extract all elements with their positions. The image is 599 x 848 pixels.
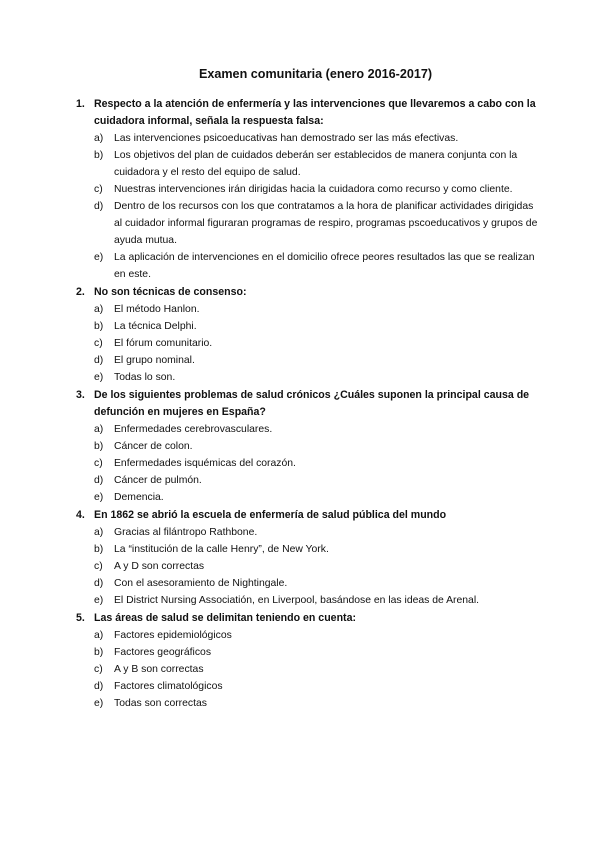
option-letter: c): [94, 338, 103, 349]
option-list: [94, 627, 539, 712]
option-letter: d): [94, 355, 104, 366]
option-text: Factores climatológicos: [114, 681, 223, 692]
question-5: [70, 610, 539, 712]
option-text: El método Hanlon.: [114, 304, 200, 315]
answer-option-4-5: [94, 592, 539, 609]
answer-option-3-4: [94, 472, 539, 489]
option-letter: b): [94, 647, 104, 658]
question-4: [70, 507, 539, 609]
option-letter: d): [94, 201, 104, 212]
question-2: [70, 284, 539, 386]
answer-option-1-3: [94, 181, 539, 198]
answer-option-4-1: [94, 524, 539, 541]
option-list: [94, 130, 539, 283]
question-number: 5.: [76, 612, 85, 624]
option-text: La aplicación de intervenciones en el domicilio ofrece peores resultados las que se realizan en este.: [114, 252, 535, 280]
answer-option-3-2: [94, 438, 539, 455]
question-number: 4.: [76, 509, 85, 521]
question-list: [70, 96, 539, 712]
option-letter: d): [94, 475, 104, 486]
option-text: El grupo nominal.: [114, 355, 195, 366]
question-text: En 1862 se abrió la escuela de enfermería de salud pública del mundo: [94, 509, 447, 521]
answer-option-2-2: [94, 318, 539, 335]
option-letter: e): [94, 492, 104, 503]
option-letter: e): [94, 252, 104, 263]
option-list: [94, 524, 539, 609]
option-letter: b): [94, 544, 104, 555]
option-text: Factores geográficos: [114, 647, 212, 658]
option-letter: a): [94, 133, 104, 144]
answer-option-1-5: [94, 249, 539, 283]
question-text: Las áreas de salud se delimitan teniendo en cuenta:: [94, 612, 356, 624]
option-text: Nuestras intervenciones irán dirigidas hacia la cuidadora como recurso y como cliente.: [114, 184, 513, 195]
option-letter: d): [94, 681, 104, 692]
question-number: 2.: [76, 286, 85, 298]
answer-option-2-4: [94, 352, 539, 369]
option-text: Enfermedades cerebrovasculares.: [114, 424, 273, 435]
answer-option-4-2: [94, 541, 539, 558]
option-text: El District Nursing Associatión, en Liverpool, basándose en las ideas de Arenal.: [114, 595, 480, 606]
option-text: Las intervenciones psicoeducativas han demostrado ser las más efectivas.: [114, 133, 459, 144]
option-letter: a): [94, 630, 104, 641]
answer-option-5-1: [94, 627, 539, 644]
question-3: [70, 387, 539, 506]
option-letter: c): [94, 184, 103, 195]
option-text: Gracias al filántropo Rathbone.: [114, 527, 258, 538]
question-text: Respecto a la atención de enfermería y las intervenciones que llevaremos a cabo con la cuidadora informal, señala la respuesta falsa:: [94, 98, 536, 127]
option-text: A y B son correctas: [114, 664, 204, 675]
option-letter: c): [94, 664, 103, 675]
option-text: Factores epidemiológicos: [114, 630, 232, 641]
answer-option-2-5: [94, 369, 539, 386]
answer-option-3-5: [94, 489, 539, 506]
option-letter: c): [94, 458, 103, 469]
option-letter: b): [94, 321, 104, 332]
answer-option-5-5: [94, 695, 539, 712]
answer-option-2-1: [94, 301, 539, 318]
answer-option-5-3: [94, 661, 539, 678]
answer-option-5-2: [94, 644, 539, 661]
question-number: 3.: [76, 389, 85, 401]
option-letter: a): [94, 304, 104, 315]
answer-option-4-4: [94, 575, 539, 592]
option-text: La “institución de la calle Henry”, de New York.: [114, 544, 329, 555]
option-text: El fórum comunitario.: [114, 338, 213, 349]
question-1: [70, 96, 539, 283]
option-text: Enfermedades isquémicas del corazón.: [114, 458, 296, 469]
option-letter: e): [94, 698, 104, 709]
option-text: Todas son correctas: [114, 698, 207, 709]
answer-option-3-3: [94, 455, 539, 472]
option-letter: a): [94, 527, 104, 538]
option-text: La técnica Delphi.: [114, 321, 197, 332]
answer-option-2-3: [94, 335, 539, 352]
option-letter: e): [94, 595, 104, 606]
option-letter: d): [94, 578, 104, 589]
answer-option-3-1: [94, 421, 539, 438]
answer-option-1-4: [94, 198, 539, 249]
option-text: Cáncer de pulmón.: [114, 475, 202, 486]
page-title: Examen comunitaria (enero 2016-2017): [198, 67, 433, 81]
option-text: Cáncer de colon.: [114, 441, 193, 452]
option-letter: b): [94, 441, 104, 452]
option-letter: e): [94, 372, 104, 383]
option-letter: b): [94, 150, 104, 161]
option-list: [94, 421, 539, 506]
question-text: De los siguientes problemas de salud crónicos ¿Cuáles suponen la principal causa de defunción en mujeres en España?: [94, 389, 530, 418]
option-letter: c): [94, 561, 103, 572]
option-list: [94, 301, 539, 386]
answer-option-1-2: [94, 147, 539, 181]
option-text: Todas lo son.: [114, 372, 176, 383]
option-text: Dentro de los recursos con los que contratamos a la hora de planificar actividades dirigidas al cuidador informal figuraran programas de respiro, programas pscoeducativos y grupos de ayuda mutua.: [114, 201, 538, 246]
option-letter: a): [94, 424, 104, 435]
answer-option-4-3: [94, 558, 539, 575]
option-text: Demencia.: [114, 492, 164, 503]
answer-option-5-4: [94, 678, 539, 695]
option-text: A y D son correctas: [114, 561, 205, 572]
answer-option-1-1: [94, 130, 539, 147]
question-number: 1.: [76, 98, 85, 110]
question-text: No son técnicas de consenso:: [94, 286, 247, 298]
option-text: Los objetivos del plan de cuidados deberán ser establecidos de manera conjunta con la cuidadora y el resto del equipo de salud.: [114, 150, 518, 178]
option-text: Con el asesoramiento de Nightingale.: [114, 578, 288, 589]
